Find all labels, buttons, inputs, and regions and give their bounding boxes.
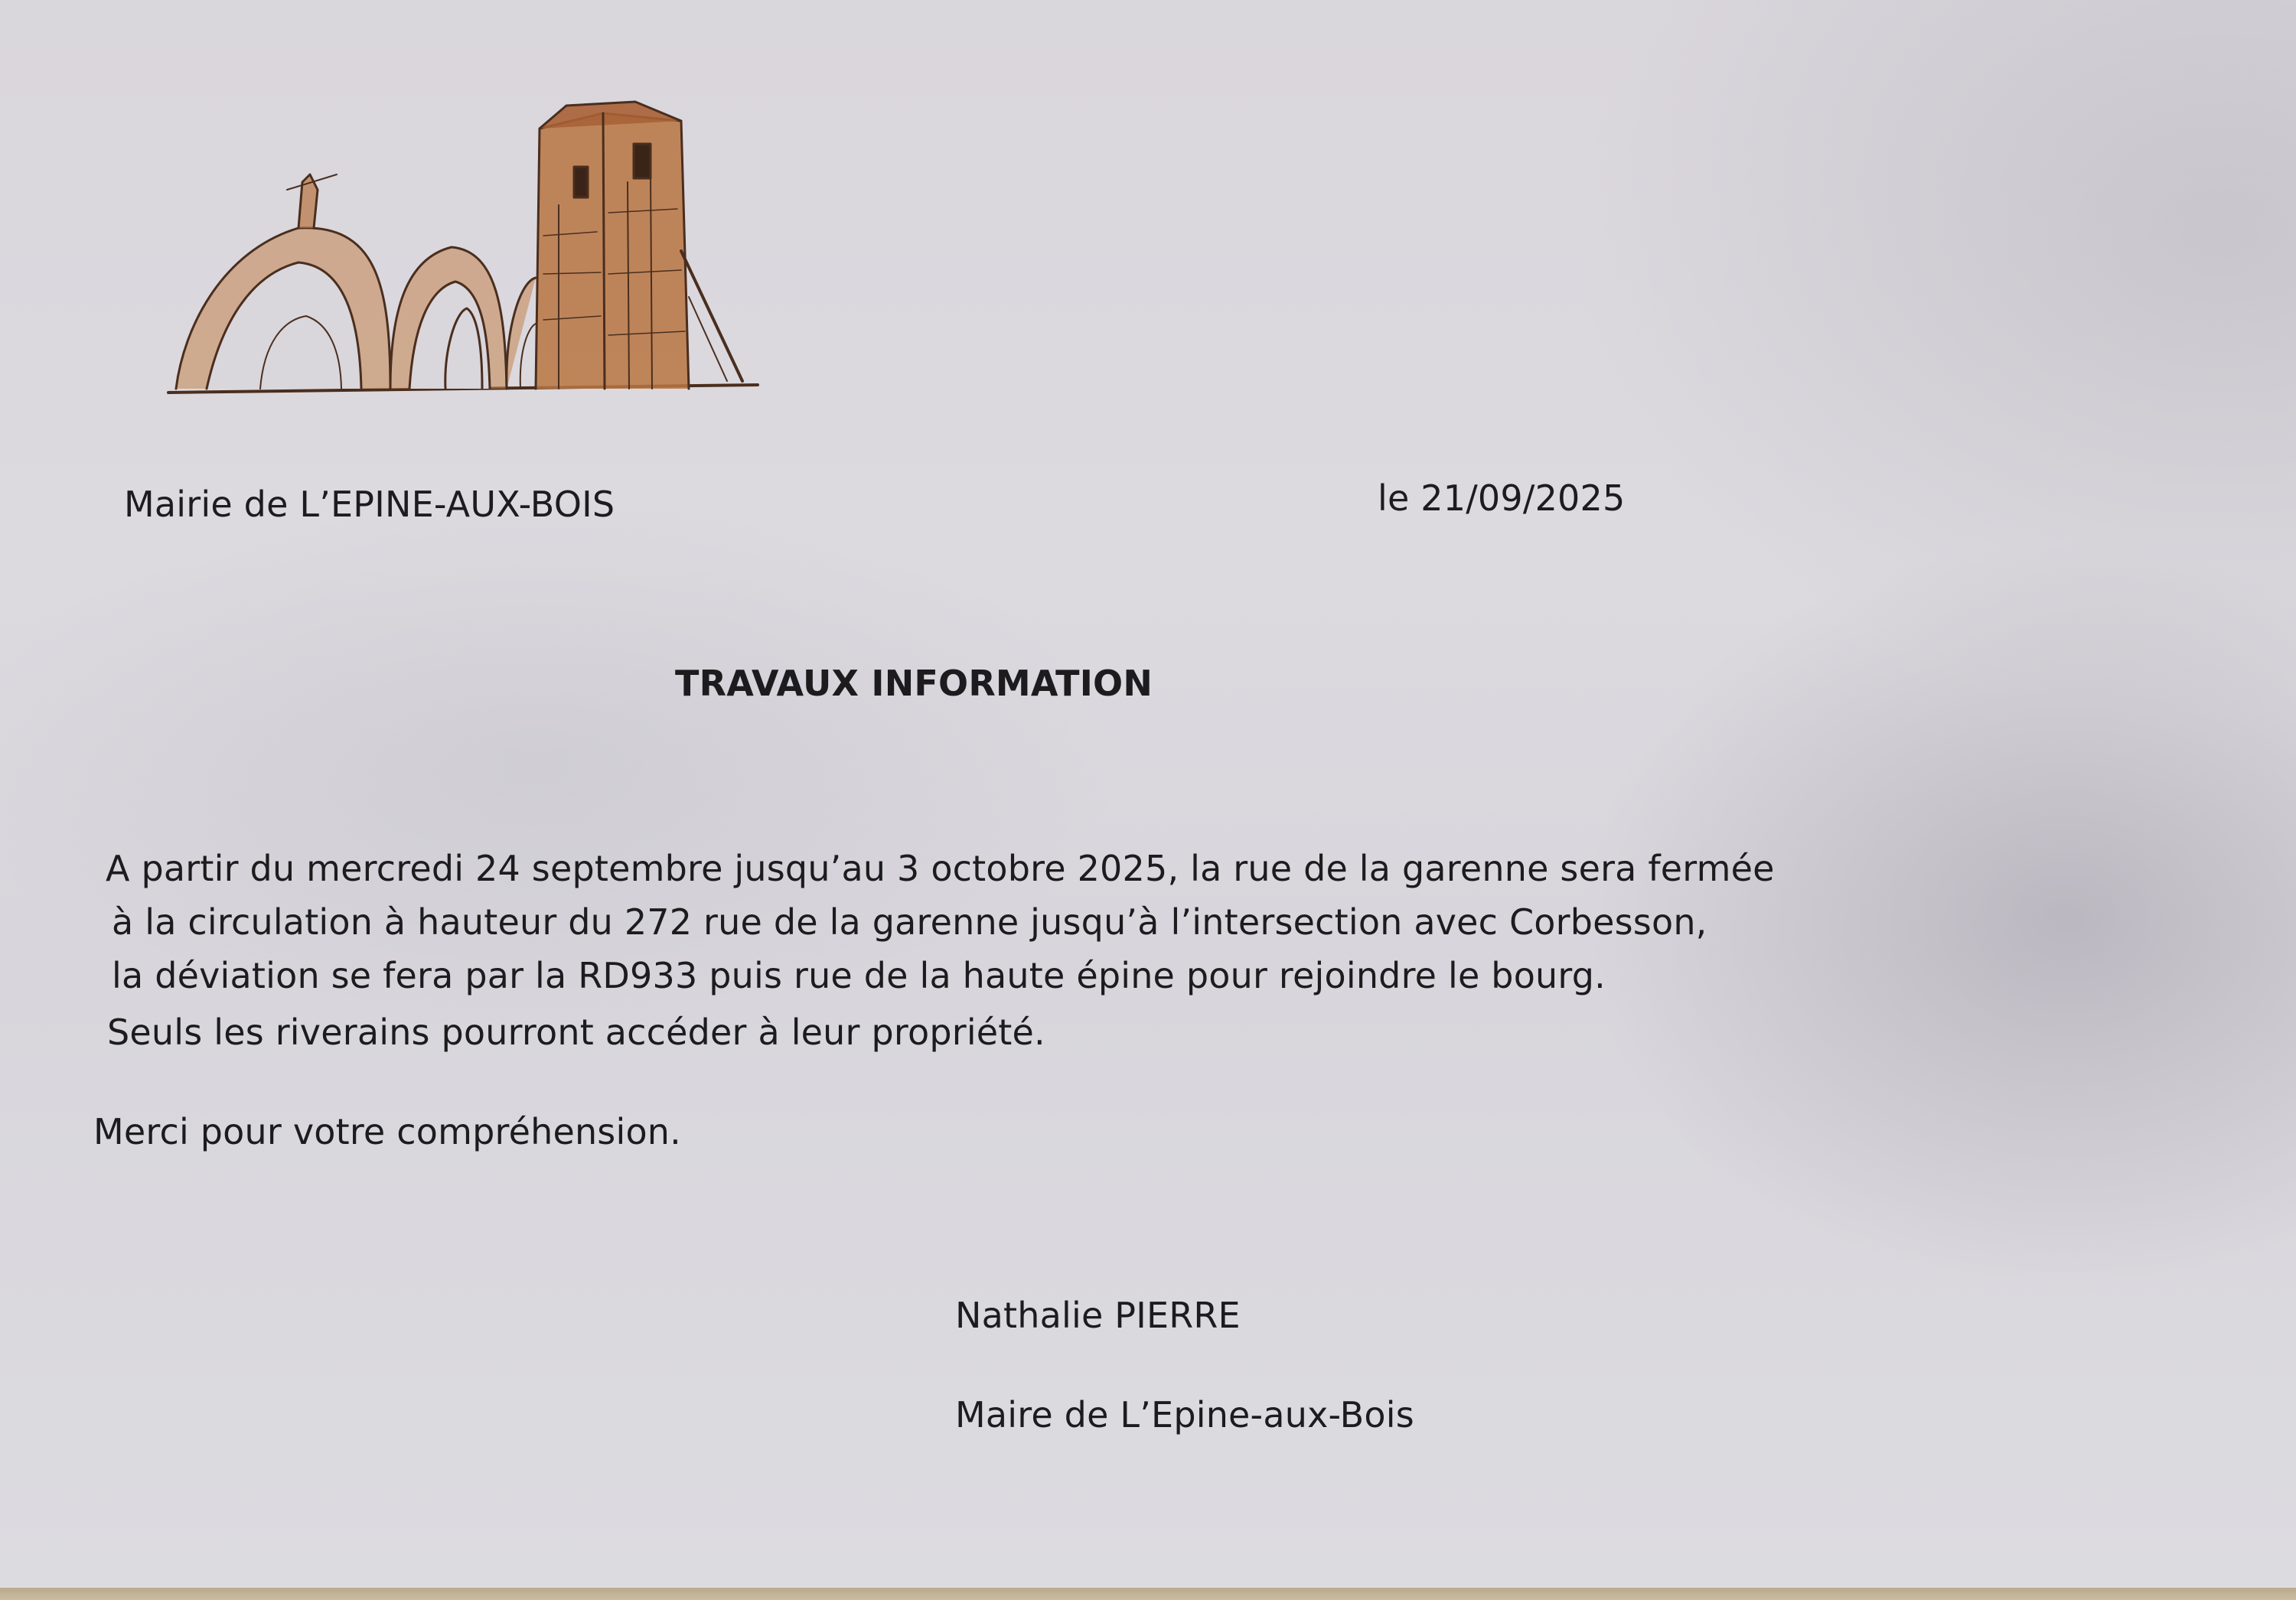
notice-line: la déviation se fera par la RD933 puis rue de la haute épine pour rejoindre le bourg.	[112, 955, 1606, 996]
notice-line: A partir du mercredi 24 septembre jusqu’au 3 octobre 2025, la rue de la garenne sera fermée	[106, 848, 1775, 889]
municipality-header: Mairie de L’EPINE-AUX-BOIS	[124, 484, 615, 525]
table-surface	[0, 1588, 2296, 1600]
letter-date: le 21/09/2025	[1378, 477, 1626, 519]
signatory-name: Nathalie PIERRE	[955, 1295, 1241, 1336]
notice-title: TRAVAUX INFORMATION	[675, 663, 1153, 704]
closing-text: Merci pour votre compréhension.	[93, 1111, 681, 1152]
signatory-title: Maire de L’Epine-aux-Bois	[955, 1394, 1414, 1435]
notice-line: à la circulation à hauteur du 272 rue de la garenne jusqu’à l’intersection avec Corbesson,	[112, 901, 1707, 943]
notice-line: Seuls les riverains pourront accéder à leur propriété.	[107, 1012, 1045, 1053]
church-ruins-logo	[161, 98, 773, 404]
